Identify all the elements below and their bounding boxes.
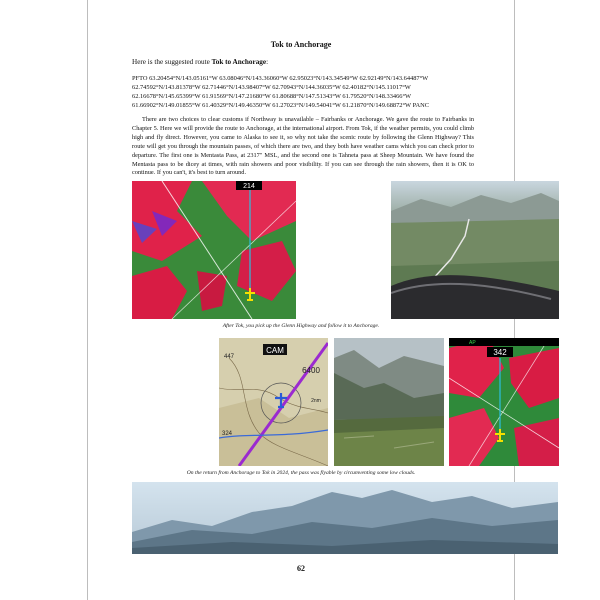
route-intro (132, 58, 472, 66)
display2-heading-readout: 342 (493, 348, 507, 357)
display2-autopilot-label: AP (469, 340, 476, 346)
chart-elevation-label: 6400 (302, 366, 320, 375)
route-intro-suffix: : (266, 58, 269, 66)
page-title: Tok to Anchorage (270, 40, 332, 49)
photo-mountain-valley (334, 338, 444, 466)
route-waypoints: PFTO 63.20454°N/143.05161°W 63.08046°N/143.36060°W 62.95023°N/143.34549°W 62.92149°N/143.64487°W 62.74592°N/143.81378°W 62.71446°N/143.98407°W 62.70943°N/144.36035°W 62.40182°N/145.11017°W 62.16678°N/145.65399°W 61.91569°N/147.21680°W 61.80688°N/147.51343°W 61.79520°N/148.33466°W 61.66902°N/149.01855°W 61.40329°N/149.46350°W 61.27023°N/149.54041°W 61.21870°N/149.68872°W PANC (132, 75, 430, 109)
document-page (87, 0, 515, 600)
route-intro-name: Tok to Anchorage (211, 58, 267, 66)
photo-aerial-highway (391, 181, 559, 319)
photo-moving-map-return (449, 338, 559, 466)
chart-bottom-label: 324 (222, 431, 233, 437)
display1-heading-readout: 214 (243, 183, 255, 190)
body-paragraph: There are two choices to clear customs if Northway is unavailable – Fairbanks or Anchorage. We gave the route to Fairbanks in Chapter 5. Here we will provide the route to Anchorage, at the international airport. From Tok, if the weather permits, you could climb high and fly direct. However, you came to Alaska to see it, so why not take the scenic route by following the Glenn Highway? This route will get you through the mountain passes, of which there are two, and they both have weather cams which you can check prior to departure. The first one is Mentasta Pass, at 2317" MSL, and the second one is Tahneta pass at Sheep Mountain. We have found the Mentasta pass to be dicey at times, with rain showers and poor visibility. If you can see through the rain showers, then it is OK to continue. If you can't, it's best to turn around. (132, 116, 474, 177)
photo-sectional-chart (219, 338, 328, 466)
chart-cam-label: CAM (266, 346, 284, 355)
page-number: 62 (297, 564, 305, 573)
photo-moving-map-tok (132, 181, 296, 319)
chart-side-label: 447 (224, 354, 235, 360)
route-intro-prefix: Here is the suggested route (132, 58, 212, 66)
caption-photo-row-1: After Tok, you pick up the Glenn Highway and follow it to Anchorage. (222, 323, 380, 329)
photo-mountain-panorama (132, 482, 558, 554)
caption-photo-row-2: On the return from Anchorage to Tok in 2024, the pass was flyable by circumventing some low clouds. (186, 470, 416, 476)
chart-range-label: 2nm (311, 398, 321, 404)
